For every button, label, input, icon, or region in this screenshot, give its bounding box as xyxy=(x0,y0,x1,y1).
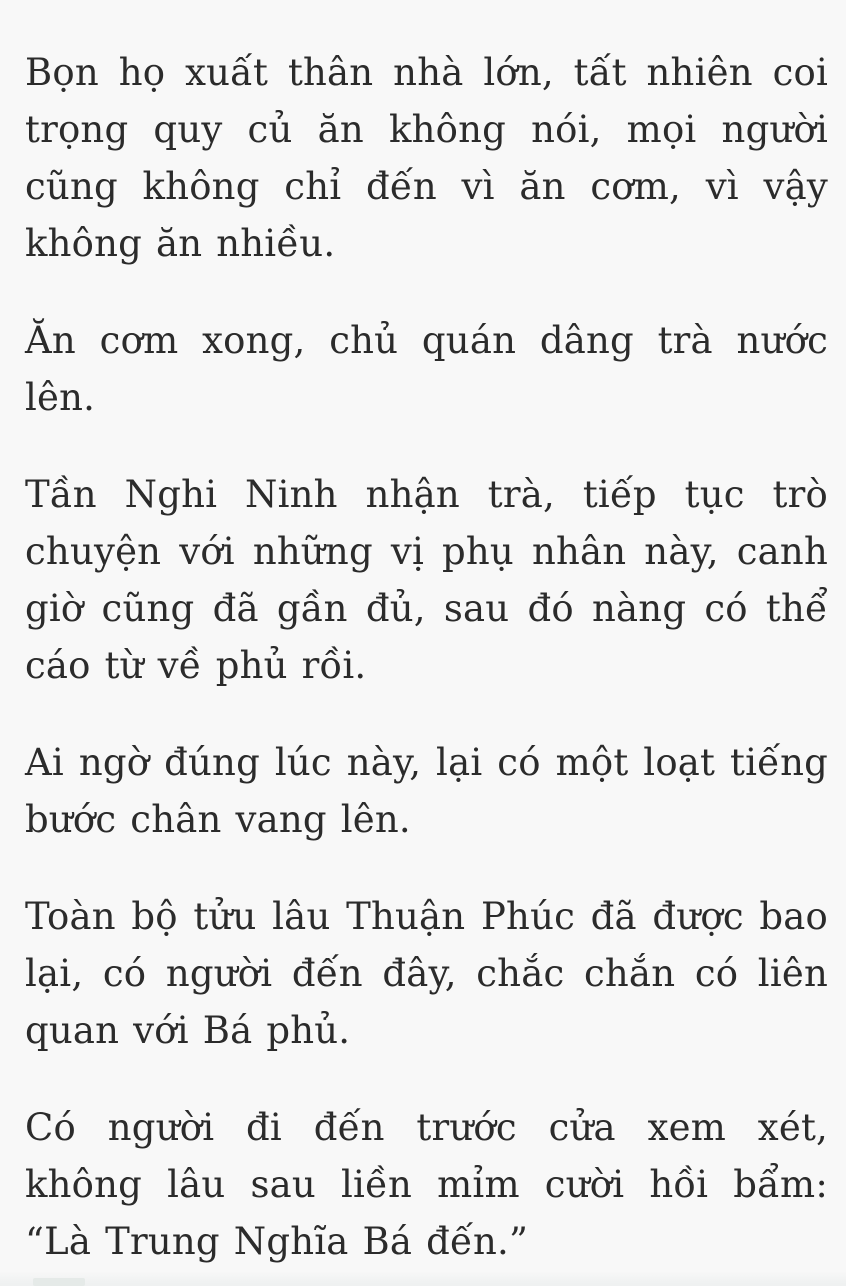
paragraph: Ăn cơm xong, chủ quán dâng trà nước lên. xyxy=(25,319,828,419)
paragraph: Bọn họ xuất thân nhà lớn, tất nhiên coi trọng quy củ ăn không nói, mọi người cũng không chỉ đến vì ăn cơm, vì vậy không ăn nhiều. xyxy=(25,51,828,265)
paragraph: Ai ngờ đúng lúc này, lại có một loạt tiếng bước chân vang lên. xyxy=(25,741,828,841)
bottom-scrollbar[interactable] xyxy=(0,1271,846,1286)
paragraph: Toàn bộ tửu lâu Thuận Phúc đã được bao lại, có người đến đây, chắc chắn có liên quan với Bá phủ. xyxy=(25,895,828,1052)
paragraph: Có người đi đến trước cửa xem xét, không lâu sau liền mỉm cười hồi bẩm: “Là Trung Nghĩa Bá đến.” xyxy=(25,1106,828,1263)
paragraph: Tần Nghi Ninh nhận trà, tiếp tục trò chuyện với những vị phụ nhân này, canh giờ cũng đã gần đủ, sau đó nàng có thể cáo từ về phủ rồi. xyxy=(25,473,828,687)
scroll-progress-indicator xyxy=(33,1278,85,1286)
